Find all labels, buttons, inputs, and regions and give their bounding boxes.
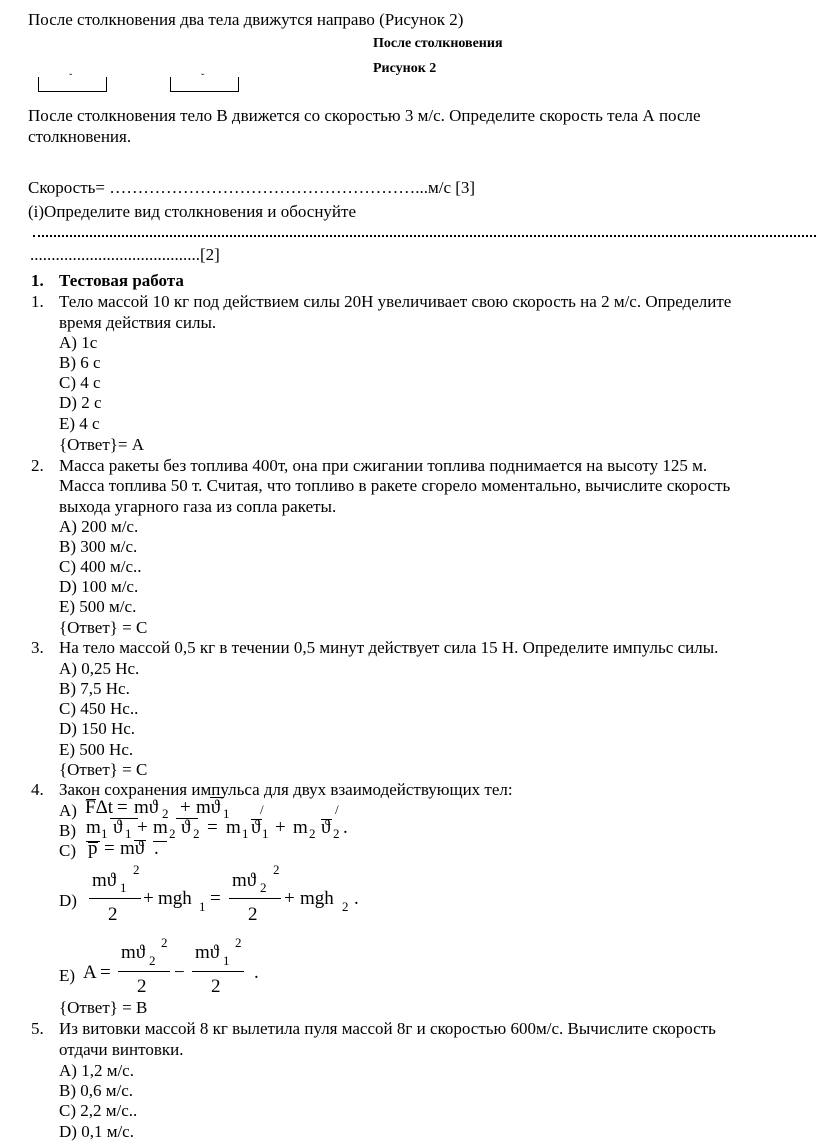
formula-b-sm2: 2 xyxy=(169,826,176,841)
formula-b-sm4: 2 xyxy=(309,826,316,841)
formula-a-eq: = xyxy=(117,797,128,818)
vector-arrow xyxy=(134,840,146,841)
formula-e-sub1: 2 xyxy=(149,953,156,968)
q5-option-c: C) 2,2 м/с.. xyxy=(59,1101,138,1120)
q3-option-b: B) 7,5 Нс. xyxy=(59,679,130,698)
question-4-line1: Закон сохранения импульса для двух взаимодействующих тел: xyxy=(59,780,513,799)
vector-arrow xyxy=(251,819,262,820)
formula-a-sub1: 2 xyxy=(162,806,169,821)
formula-b-m1: m xyxy=(86,817,101,838)
fraction-bar xyxy=(229,898,281,899)
formula-d-mgh2: mgh xyxy=(300,888,334,909)
body-b-outline: ˇ xyxy=(170,77,239,92)
formula-a-plus: + xyxy=(180,797,191,818)
formula-d-sub2: 2 xyxy=(260,880,267,895)
formula-e-sub2: 1 xyxy=(223,953,230,968)
formula-d-plus: + xyxy=(143,888,154,909)
q1-option-c: C) 4 с xyxy=(59,373,101,392)
body-a-outline: ˇ xyxy=(38,77,107,92)
formula-b-sm1: 1 xyxy=(101,826,108,841)
formula-d-num1: mϑ xyxy=(92,870,117,891)
q3-option-e: E) 500 Нс. xyxy=(59,740,134,759)
formula-d-sub1: 1 xyxy=(120,880,127,895)
vector-arrow xyxy=(210,797,224,798)
q2-option-e: E) 500 м/с. xyxy=(59,597,137,616)
q4-label-b: B) xyxy=(59,821,76,840)
vector-arrow xyxy=(86,799,96,800)
question-5-line1: Из витовки массой 8 кг вылетила пуля массой 8г и скоростью 600м/с. Вычислите скорость xyxy=(59,1019,716,1038)
question-3-line1: На тело массой 0,5 кг в течении 0,5 минут действует сила 15 Н. Определите импульс силы. xyxy=(59,638,719,657)
formula-d-den2: 2 xyxy=(248,904,258,925)
q3-option-a: A) 0,25 Нс. xyxy=(59,659,140,678)
question-5-line2: отдачи винтовки. xyxy=(59,1040,184,1059)
formula-e-den2: 2 xyxy=(211,976,221,997)
formula-b-v4: ϑ xyxy=(321,817,331,838)
formula-d-num2: mϑ xyxy=(232,870,257,891)
formula-b-sv3: 1 xyxy=(262,826,269,841)
formula-d-end: . xyxy=(354,888,359,909)
q3-answer: {Ответ} = С xyxy=(59,760,148,779)
formula-c-rhs: mϑ xyxy=(120,838,145,859)
formula-e-num2: mϑ xyxy=(195,942,220,963)
formula-b-end: . xyxy=(343,817,348,838)
formula-d-mgh1: mgh xyxy=(158,888,192,909)
q1-answer: {Ответ}= А xyxy=(59,435,145,454)
figure-title: После столкновения xyxy=(373,36,503,51)
q5-option-b: B) 0,6 м/с. xyxy=(59,1081,134,1100)
formula-b-plus: + xyxy=(137,817,148,838)
formula-b-m4: m xyxy=(293,817,308,838)
q4-label-d: D) xyxy=(59,891,77,910)
intro-paragraph-line2: столкновения. xyxy=(28,127,132,146)
intro-paragraph-line1: После столкновения тело В движется со скоростью 3 м/с. Определите скорость тела А после xyxy=(28,106,701,125)
formula-a-sub2: 1 xyxy=(223,806,230,821)
q3-option-c: C) 450 Нс.. xyxy=(59,699,139,718)
formula-a-term1: mϑ xyxy=(134,797,159,818)
formula-c-eq: = xyxy=(104,838,115,859)
fraction-bar xyxy=(89,898,141,899)
question-5-number: 5. xyxy=(31,1019,44,1038)
formula-c-end: . xyxy=(154,838,159,859)
formula-b-prime2: / xyxy=(335,802,339,817)
formula-e-sup2: 2 xyxy=(235,935,242,950)
task-i: (i)Определите вид столкновения и обоснуйте xyxy=(28,202,357,221)
formula-d-h1: 1 xyxy=(199,899,206,914)
q2-option-a: A) 200 м/с. xyxy=(59,517,139,536)
q4-label-e: E) xyxy=(59,966,76,985)
formula-d-den1: 2 xyxy=(108,904,118,925)
q2-option-b: B) 300 м/с. xyxy=(59,537,138,556)
q4-label-c: C) xyxy=(59,841,76,860)
formula-e-a: A xyxy=(83,962,97,983)
figure-caption: Рисунок 2 xyxy=(373,61,437,76)
formula-c-p: p xyxy=(88,838,98,859)
question-1-line2: время действия силы. xyxy=(59,313,217,332)
formula-e-num1: mϑ xyxy=(121,942,146,963)
speed-answer-line: Скорость= ………………………………………………...м/с [3] xyxy=(28,178,476,197)
question-3-number: 3. xyxy=(31,638,44,657)
question-2-number: 2. xyxy=(31,456,44,475)
question-4-number: 4. xyxy=(31,780,44,799)
q1-option-b: B) 6 с xyxy=(59,353,101,372)
q4-label-a: A) xyxy=(59,801,77,820)
answer-dotted-line xyxy=(33,234,816,237)
formula-d-sup2: 2 xyxy=(273,862,280,877)
q2-answer: {Ответ} = С xyxy=(59,618,148,637)
question-2-line3: выхода угарного газа из сопла ракеты. xyxy=(59,497,337,516)
formula-e-minus: − xyxy=(174,962,185,983)
q5-option-a: A) 1,2 м/с. xyxy=(59,1061,134,1080)
formula-b-sm3: 1 xyxy=(242,826,249,841)
formula-b-prime1: / xyxy=(260,802,264,817)
q1-option-a: A) 1с xyxy=(59,333,98,352)
formula-a-term2: mϑ xyxy=(196,797,221,818)
section-number: 1. xyxy=(31,271,44,290)
formula-d-h2: 2 xyxy=(342,899,349,914)
intro-line: После столкновения два тела движутся направо (Рисунок 2) xyxy=(28,10,464,29)
formula-d-sup1: 2 xyxy=(133,862,140,877)
formula-b-m3: m xyxy=(226,817,241,838)
formula-d-eq: = xyxy=(210,888,221,909)
q2-option-d: D) 100 м/с. xyxy=(59,577,139,596)
question-1-line1: Тело массой 10 кг под действием силы 20Н увеличивает свою скорость на 2 м/с. Определите xyxy=(59,292,732,311)
q4-answer: {Ответ} = В xyxy=(59,998,148,1017)
formula-d-plus2: + xyxy=(284,888,295,909)
q1-option-e: E) 4 с xyxy=(59,414,100,433)
answer-tail: ........................................[2] xyxy=(30,245,220,264)
formula-b-m2: m xyxy=(153,817,168,838)
q3-option-d: D) 150 Нс. xyxy=(59,719,136,738)
q1-option-d: D) 2 с xyxy=(59,393,102,412)
formula-b-sv2: 2 xyxy=(193,826,200,841)
formula-b-v1: ϑ xyxy=(113,817,123,838)
q2-option-c: C) 400 м/с.. xyxy=(59,557,142,576)
formula-e-sup1: 2 xyxy=(161,935,168,950)
formula-b-eq: = xyxy=(207,817,218,838)
formula-e-end: . xyxy=(254,962,259,983)
fraction-bar xyxy=(118,971,170,972)
formula-a-lhs: FΔt xyxy=(85,797,114,818)
fraction-bar xyxy=(192,971,244,972)
formula-b-v3: ϑ xyxy=(251,817,261,838)
q5-option-d: D) 0,1 м/с. xyxy=(59,1122,134,1141)
question-1-number: 1. xyxy=(31,292,44,311)
formula-e-den1: 2 xyxy=(137,976,147,997)
question-2-line2: Масса топлива 50 т. Считая, что топливо в ракете сгорело моментально, вычислите скорость xyxy=(59,476,731,495)
question-2-line1: Масса ракеты без топлива 400т, она при сжигании топлива поднимается на высоту 125 м. xyxy=(59,456,708,475)
formula-b-v2: ϑ xyxy=(181,817,191,838)
formula-e-eq: = xyxy=(100,962,111,983)
formula-b-plus2: + xyxy=(275,817,286,838)
formula-b-sv1: 1 xyxy=(125,826,132,841)
section-title: Тестовая работа xyxy=(59,271,184,290)
vector-arrow xyxy=(88,842,98,843)
formula-b-sv4: 2 xyxy=(333,826,340,841)
vector-arrow xyxy=(321,819,332,820)
